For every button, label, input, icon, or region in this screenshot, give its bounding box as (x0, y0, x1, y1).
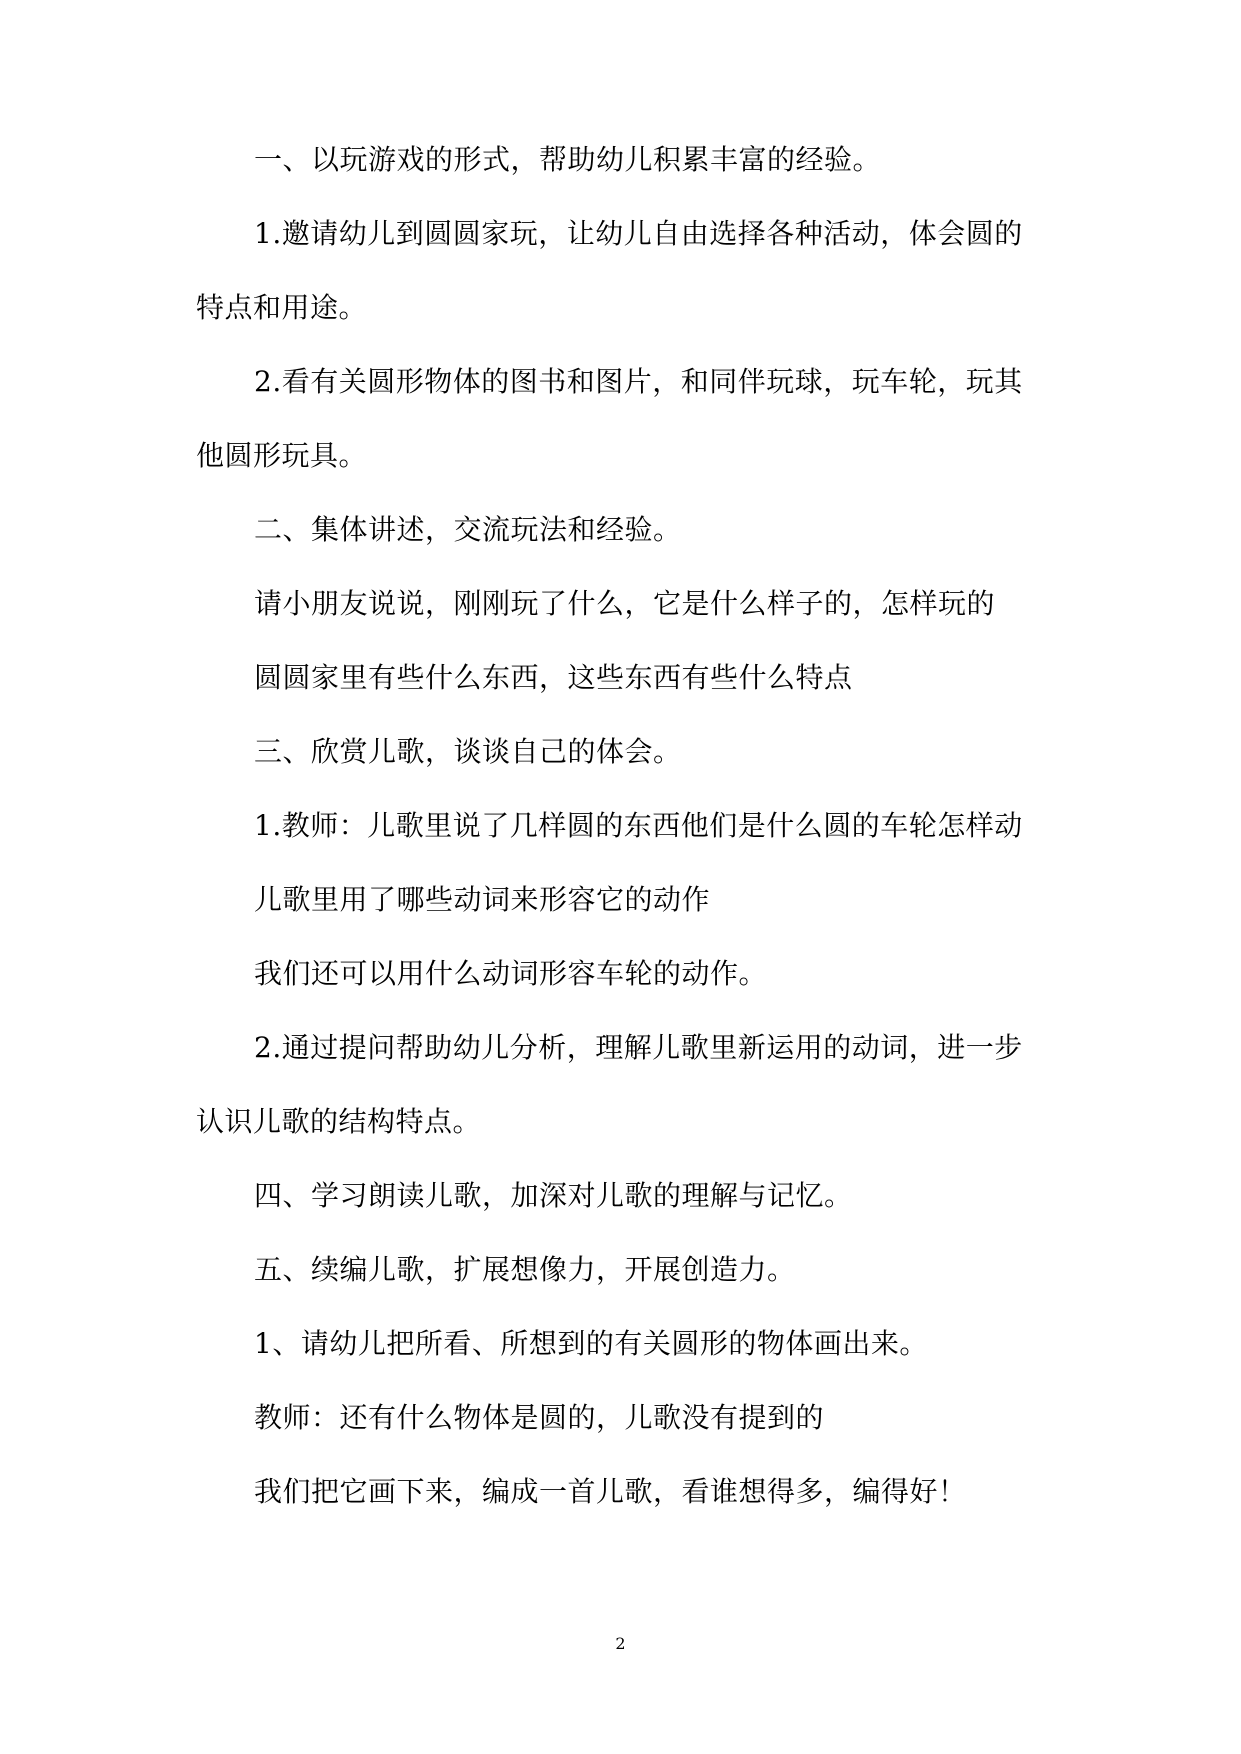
heading-section-3: 三、欣赏儿歌，谈谈自己的体会。 (254, 735, 682, 768)
paragraph-line: 教师：还有什么物体是圆的，儿歌没有提到的 (254, 1401, 825, 1434)
paragraph-line: 我们还可以用什么动词形容车轮的动作。 (254, 957, 768, 990)
heading-section-4: 四、学习朗读儿歌，加深对儿歌的理解与记忆。 (254, 1179, 853, 1212)
paragraph-line: 1.教师：儿歌里说了几样圆的东西他们是什么圆的车轮怎样动 (254, 809, 1023, 842)
paragraph-line: 特点和用途。 (196, 291, 368, 324)
heading-section-1: 一、以玩游戏的形式，帮助幼儿积累丰富的经验。 (254, 143, 882, 176)
paragraph-line: 2.通过提问帮助幼儿分析，理解儿歌里新运用的动词，进一步 (254, 1031, 1023, 1064)
paragraph-line: 1.邀请幼儿到圆圆家玩，让幼儿自由选择各种活动，体会圆的 (254, 217, 1023, 250)
paragraph-line: 圆圆家里有些什么东西，这些东西有些什么特点 (254, 661, 853, 694)
heading-section-2: 二、集体讲述，交流玩法和经验。 (254, 513, 682, 546)
paragraph-line: 2.看有关圆形物体的图书和图片，和同伴玩球，玩车轮，玩其 (254, 365, 1023, 398)
paragraph-line: 他圆形玩具。 (196, 439, 368, 472)
paragraph-line: 儿歌里用了哪些动词来形容它的动作 (254, 883, 711, 916)
page-number: 2 (615, 1634, 626, 1653)
heading-section-5: 五、续编儿歌，扩展想像力，开展创造力。 (254, 1253, 796, 1286)
paragraph-line: 我们把它画下来，编成一首儿歌，看谁想得多，编得好！ (254, 1475, 967, 1508)
paragraph-line: 1、请幼儿把所看、所想到的有关圆形的物体画出来。 (254, 1327, 928, 1360)
paragraph-line: 认识儿歌的结构特点。 (196, 1105, 482, 1138)
paragraph-line: 请小朋友说说，刚刚玩了什么，它是什么样子的，怎样玩的 (254, 587, 996, 620)
